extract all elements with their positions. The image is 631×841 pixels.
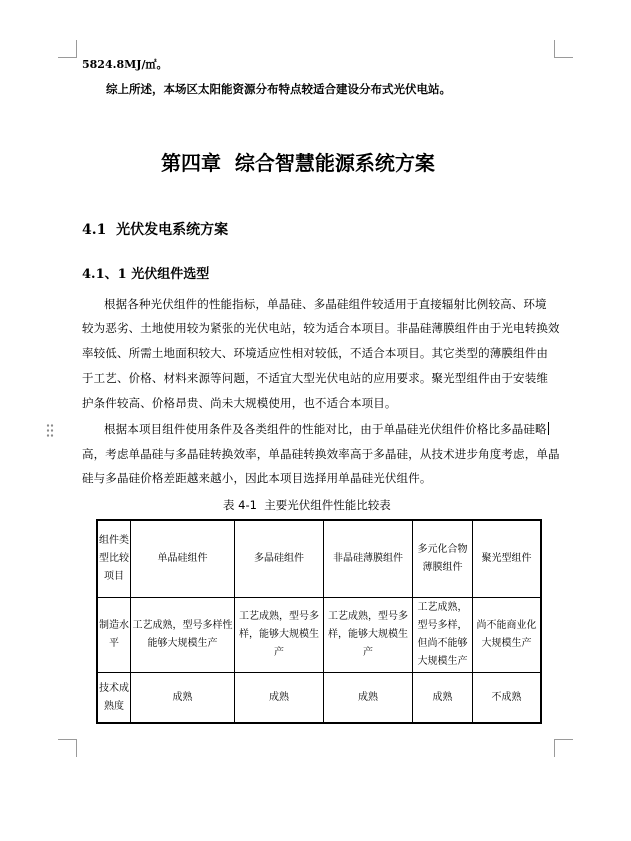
paragraph-line: 根据各种光伏组件的性能指标，单晶硅、多晶硅组件较适用于直接辐射比例较高、环境	[104, 297, 547, 311]
table-cell: 技术成熟度	[98, 673, 131, 723]
paragraph-line-text: 根据本项目组件使用条件及各类组件的性能对比，由于单晶硅光伏组件价格比多晶硅略	[104, 422, 547, 436]
table-cell: 成熟	[131, 673, 235, 723]
table-cell: 成熟	[413, 673, 473, 723]
table-caption: 表 4-1 主要光伏组件性能比较表	[223, 498, 391, 512]
paragraph-line	[104, 421, 549, 437]
paragraph-line: 较为恶劣、土地使用较为紧张的光伏电站，较为适合本项目。非晶硅薄膜组件由于光电转换效	[82, 321, 560, 335]
crop-mark-bottom-left-h	[58, 739, 76, 740]
crop-mark-bottom-right-h	[555, 739, 573, 740]
paragraph-line: 于工艺、价格、材料来源等问题，不适宜大型光伏电站的应用要求。聚光型组件由于安装维	[82, 371, 548, 385]
crop-mark-top-left-h	[58, 57, 76, 58]
table-header-cell: 聚光型组件	[473, 521, 541, 598]
top-line-text: 5824.8MJ/㎡。	[82, 58, 168, 71]
table-row	[98, 673, 541, 723]
crop-mark-top-left	[76, 40, 77, 58]
table-header-cell: 单晶硅组件	[131, 521, 235, 598]
summary-paragraph: 综上所述，本场区太阳能资源分布特点较适合建设分布式光伏电站。	[106, 82, 451, 96]
table-header-cell: 多晶硅组件	[235, 521, 324, 598]
comparison-table	[97, 520, 541, 723]
paragraph-line: 率较低、所需土地面积较大、环境适应性相对较低，不适合本项目。其它类型的薄膜组件由	[82, 346, 548, 360]
table-cell: 成熟	[235, 673, 324, 723]
table-cell: 成熟	[324, 673, 413, 723]
table-row	[98, 598, 541, 673]
crop-mark-top-right-h	[555, 57, 573, 58]
crop-mark-bottom-right	[554, 739, 555, 757]
table-cell: 制造水平	[98, 598, 131, 673]
paragraph-line: 高，考虑单晶硅与多晶硅转换效率，单晶硅转换效率高于多晶硅，从技术进步角度考虑，单晶	[82, 447, 560, 461]
subsection-title: 4.1、1 光伏组件选型	[82, 267, 210, 282]
table-header-cell: 多元化合物薄膜组件	[413, 521, 473, 598]
section-title: 4.1 光伏发电系统方案	[82, 222, 229, 238]
paragraph-line: 硅与多晶硅价格差距越来越小，因此本项目选择用单晶硅光伏组件。	[82, 471, 432, 485]
table-cell: 不成熟	[473, 673, 541, 723]
paragraph-line: 护条件较高、价格昂贵、尚未大规模使用，也不适合本项目。	[82, 396, 397, 410]
table-cell: 工艺成熟，型号多样，能够大规模生产	[324, 598, 413, 673]
table-header-row	[98, 521, 541, 598]
crop-mark-top-right	[554, 40, 555, 58]
paragraph-drag-handle-icon[interactable]	[46, 423, 54, 439]
table-cell: 工艺成熟，型号多样，能够大规模生产	[235, 598, 324, 673]
table-header-cell: 组件类型比较项目	[98, 521, 131, 598]
table-header-cell: 非晶硅薄膜组件	[324, 521, 413, 598]
table-cell: 尚不能商业化大规模生产	[473, 598, 541, 673]
chapter-title: 第四章 综合智慧能源系统方案	[161, 151, 435, 175]
table-cell: 工艺成熟，型号多样性能够大规模生产	[131, 598, 235, 673]
text-cursor	[548, 422, 549, 435]
crop-mark-bottom-left	[76, 739, 77, 757]
table-cell: 工艺成熟，型号多样，但尚不能够大规模生产	[413, 598, 473, 673]
